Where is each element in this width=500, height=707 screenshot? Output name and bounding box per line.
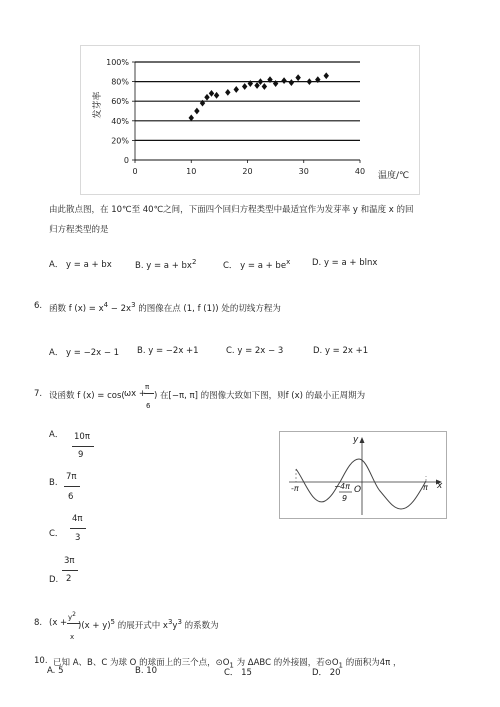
q6-stem-pre: 函数 f (x) = x [49, 303, 104, 314]
chart-point [194, 108, 199, 115]
chart-point [281, 77, 286, 84]
chart-point [324, 72, 329, 79]
q8-y-squared [68, 611, 76, 621]
q8-exp-y: 3 [177, 618, 182, 626]
q7-stem-pre: 设函数 f (x) = cos( [49, 391, 125, 401]
chart-point [234, 86, 239, 93]
q10-stem-1: 已知 A、B、C 为球 O 的球面上的三个点，⊙O [53, 658, 230, 668]
q6-option-a: A． y = −2x − 1 [49, 348, 120, 358]
graph-pos-pi: π [423, 483, 428, 492]
q6-stem [49, 301, 281, 314]
q10-stem-2: 为 ΔABC 的外接圆，若⊙O [233, 658, 339, 668]
q7-fraction-bar [144, 393, 154, 394]
q8-power: 5 [110, 618, 116, 626]
q6-stem-mid: − 2x [108, 303, 132, 314]
graph-origin: O [354, 485, 362, 495]
q8-option-c: C． 15 [224, 668, 252, 678]
q8-number: 8. [34, 618, 43, 628]
q8-option-d: D． 20 [312, 668, 341, 678]
q5-option-c-main: C． y = a + be [223, 260, 287, 271]
q5-option-b-exp: 2 [191, 258, 197, 266]
q7-option-b-label: B. [49, 478, 58, 488]
chart-point [209, 90, 214, 97]
q5-option-c [223, 258, 290, 271]
graph-y-label: y [353, 435, 359, 445]
q7-option-d-num: 3π [64, 556, 75, 566]
q7-pi-denominator: 6 [146, 402, 151, 410]
q7-option-c-bar [70, 528, 86, 529]
chart-ytick-label: 40% [111, 116, 129, 126]
chart-point [295, 74, 300, 81]
q8-stem-rest [78, 618, 219, 631]
chart-point [289, 79, 294, 86]
q7-stem-post: ) 在[−π, π] 的图像大致如下图，则f (x) 的最小正周期为 [154, 391, 366, 401]
q7-option-a-label: A． [49, 430, 64, 440]
q5-option-b-main: B. y = a + bx [135, 260, 192, 271]
graph-tick-den: 9 [342, 494, 348, 503]
q8-option-b: B. 10 [135, 666, 158, 676]
chart-xtick-label: 30 [298, 167, 309, 176]
chart-ytick-label: 0 [123, 156, 129, 165]
q7-option-c-label: C． [49, 529, 64, 539]
q6-number: 6. [34, 301, 43, 311]
q8-y-term: y [172, 620, 178, 631]
chart-ytick-label: 60% [111, 97, 129, 107]
chart-xtick-label: 10 [186, 167, 197, 176]
q7-omega: ωx + [124, 389, 146, 399]
chart-ytick-label: 80% [111, 77, 129, 87]
chart-xtick-label: 40 [354, 167, 366, 176]
q7-option-b-den: 6 [68, 492, 74, 502]
q5-option-a: A． y = a + bx [49, 260, 112, 270]
q7-option-b-bar [64, 486, 80, 487]
q8-option-a: A. 5 [47, 666, 64, 676]
q5-stem-line1: 由此散点图，在 10℃至 40℃之间，下面四个回归方程类型中最适宜作为发芽率 y 和温度 x 的回 [49, 205, 414, 215]
chart-xtick-label: 0 [132, 167, 138, 176]
q7-option-a-num: 10π [74, 432, 90, 442]
chart-point [214, 92, 219, 99]
q6-exp-2: 3 [131, 301, 136, 309]
graph-x-label: x [437, 481, 443, 491]
q7-option-c-den: 3 [75, 533, 81, 543]
chart-ytick-label: 100% [106, 58, 129, 67]
q7-option-d-label: D. [49, 575, 59, 585]
q7-number: 7. [34, 389, 43, 399]
q5-option-b [135, 258, 196, 271]
q10-stem-3: 的面积为4π ， [343, 658, 402, 668]
chart-xtick-label: 20 [242, 167, 253, 176]
chart-point [204, 94, 209, 101]
q7-pi-numerator: π [145, 383, 150, 391]
chart-point [225, 89, 230, 96]
graph-tick-num: 4π [340, 482, 350, 491]
graph-frame [280, 432, 447, 519]
q6-exp-1: 4 [103, 301, 109, 309]
q8-tail: 的系数为 [181, 620, 219, 631]
chart-ylabel: 发芽率 [93, 91, 103, 119]
q8-stem-mid: )(x + y) [78, 620, 111, 631]
q6-option-b: B. y = −2x +1 [137, 346, 199, 356]
scatter-chart [80, 45, 420, 195]
q6-stem-post: 的图像在点 (1, f (1)) 处的切线方程为 [135, 303, 281, 314]
q10-sub-1: 1 [229, 661, 234, 670]
chart-point [242, 83, 247, 90]
chart-point [262, 83, 267, 90]
q5-option-c-exp: x [286, 258, 291, 266]
chart-xlabel: 温度/℃ [378, 171, 410, 181]
q8-stem-pre: (x + [49, 618, 68, 628]
q7-option-d-bar [62, 570, 78, 571]
q8-exp-x: 3 [167, 618, 173, 626]
q7-option-c-num: 4π [72, 514, 83, 524]
q10-number: 10. [34, 656, 48, 666]
q10-sub-2: 1 [338, 661, 344, 670]
chart-point [307, 78, 312, 85]
chart-ytick-label: 20% [111, 136, 129, 146]
q6-option-d: D. y = 2x +1 [313, 346, 369, 356]
q8-square: 2 [72, 611, 76, 618]
q8-x-den: x [70, 633, 75, 641]
q7-function-graph [279, 431, 447, 519]
q7-option-b-num: 7π [66, 472, 77, 482]
q7-option-a-bar [72, 446, 94, 447]
graph-tick-sign: − [334, 482, 341, 491]
q5-option-d: D. y = a + blnx [312, 258, 378, 268]
q8-y: y [68, 613, 73, 622]
graph-neg-pi: -π [291, 484, 299, 493]
q7-option-d-den: 2 [66, 574, 72, 584]
q5-stem-line2: 归方程类型的是 [49, 225, 109, 235]
q8-stem-post: 的展开式中 x [115, 620, 168, 631]
q7-option-a-den: 9 [78, 450, 84, 460]
q6-option-c: C. y = 2x − 3 [226, 346, 284, 356]
